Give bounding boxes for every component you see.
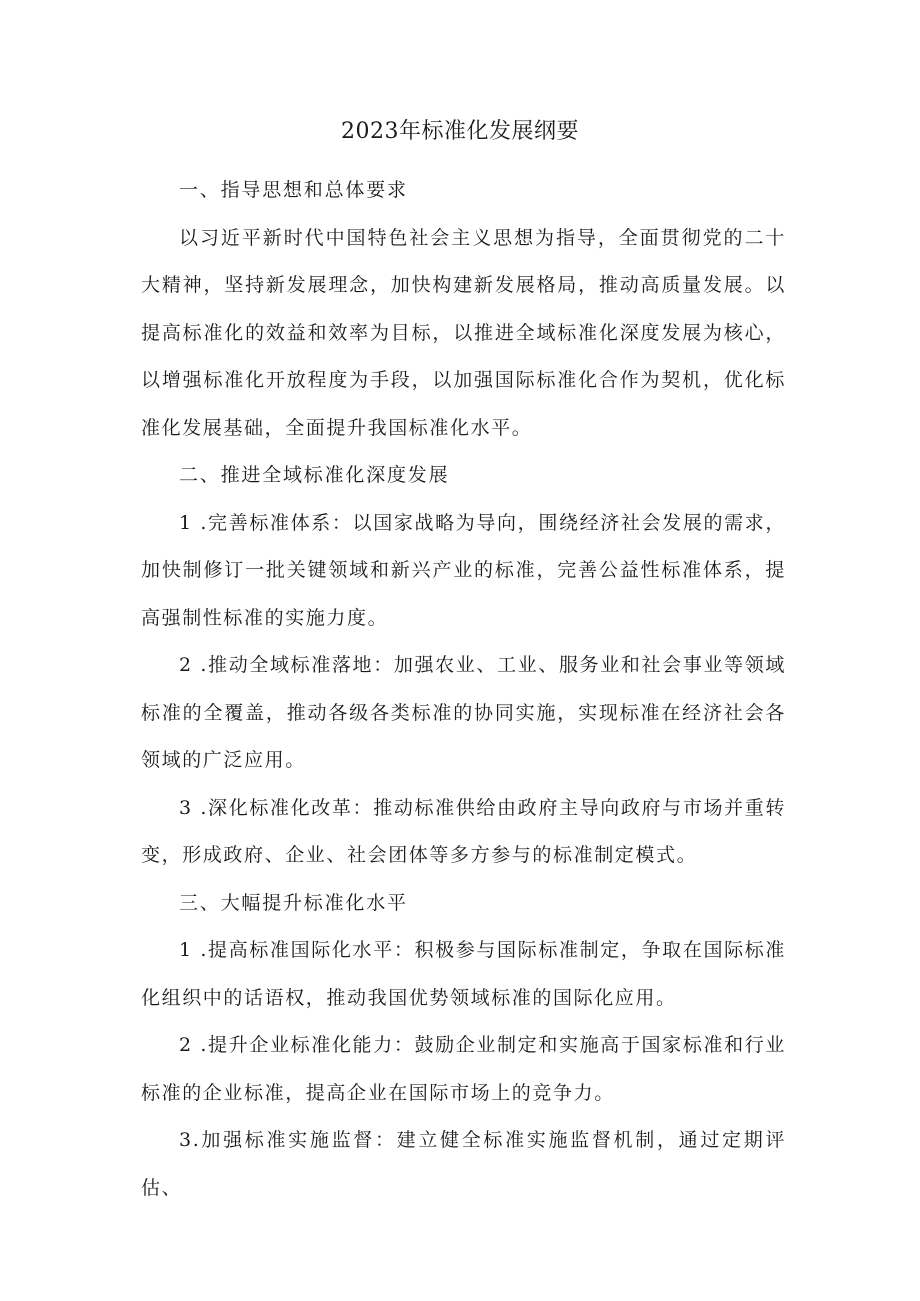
document-body [141,167,786,1212]
paragraph-improve-standard-system: 1 .完善标准体系：以国家战略为导向，围绕经济社会发展的需求，加快制修订一批关键领域和新兴产业的标准，完善公益性标准体系，提高强制性标准的实施力度。 [141,511,786,629]
paragraph-internationalization: 1 .提高标准国际化水平：积极参与国际标准制定，争取在国际标准化组织中的话语权，推动我国优势领域标准的国际化应用。 [141,939,786,1009]
paragraph-guiding-principles: 以习近平新时代中国特色社会主义思想为指导，全面贯彻党的二十大精神，坚持新发展理念，加快构建新发展格局，推动高质量发展。以提高标准化的效益和效率为目标，以推进全域标准化深度发展为核心，以增强标准化开放程度为手段，以加强国际标准化合作为契机，优化标准化发展基础，全面提升我国标准化水平。 [141,226,786,439]
paragraph-supervision: 3.加强标准实施监督：建立健全标准实施监督机制，通过定期评估、 [141,1129,786,1199]
document-title: 2023年标准化发展纲要 [341,119,579,144]
section-heading-deepen-standardization: 二、推进全域标准化深度发展 [179,464,450,486]
paragraph-promote-standard-implementation: 2 .推动全域标准落地：加强农业、工业、服务业和社会事业等领域标准的全覆盖，推动各级各类标准的协同实施，实现标准在经济社会各领域的广泛应用。 [141,654,786,771]
paragraph-deepen-reform: 3 .深化标准化改革：推动标准供给由政府主导向政府与市场并重转变，形成政府、企业、社会团体等多方参与的标准制定模式。 [141,796,786,866]
section-heading-raise-standardization-level: 三、大幅提升标准化水平 [179,891,408,914]
paragraph-enterprise-capability: 2 .提升企业标准化能力：鼓励企业制定和实施高于国家标准和行业标准的企业标准，提高企业在国际市场上的竞争力。 [141,1034,786,1104]
section-heading-guiding-principles: 一、指导思想和总体要求 [179,179,408,201]
